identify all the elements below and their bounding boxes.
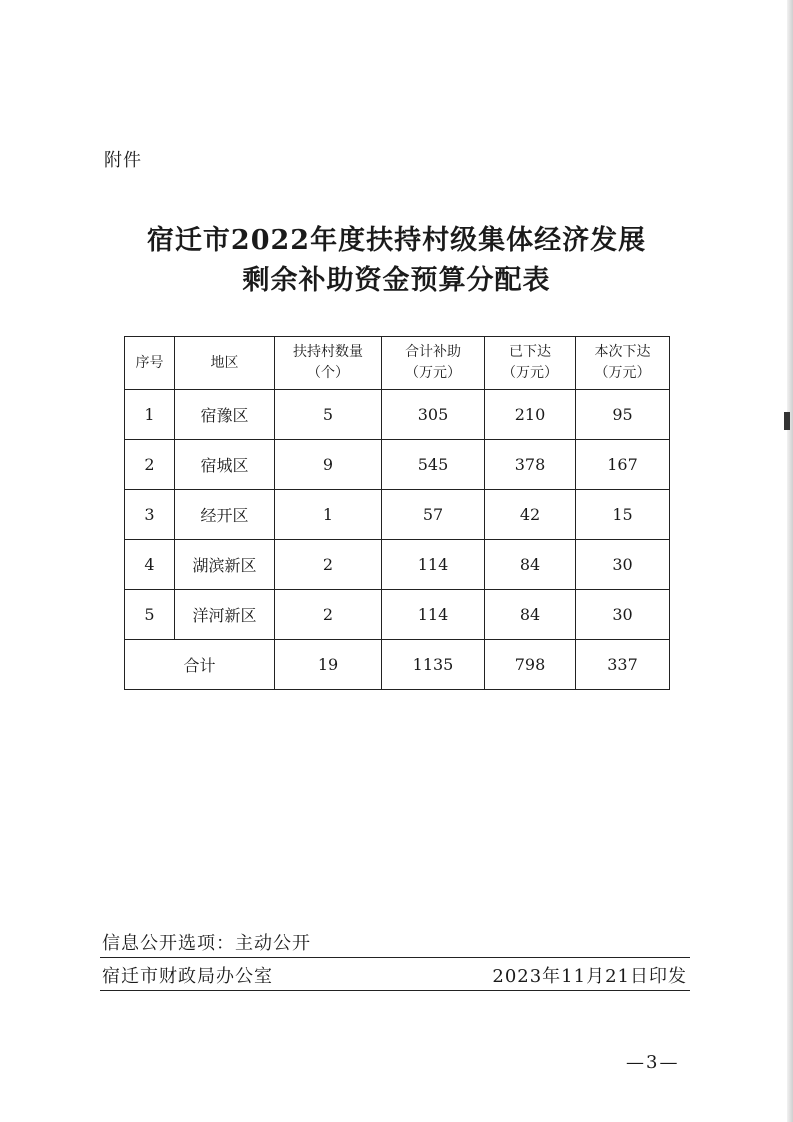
villages-cell: 5	[275, 390, 382, 440]
total-subsidy-cell: 114	[382, 540, 485, 590]
scan-edge-mark	[784, 412, 790, 430]
header-cell: 已下达 （万元）	[485, 337, 576, 390]
header-cell: 扶持村数量 （个）	[275, 337, 382, 390]
row-number: 2	[125, 440, 175, 490]
row-number: 1	[125, 390, 175, 440]
page-number: —3—	[626, 1052, 680, 1073]
total-villages-cell: 19	[275, 640, 382, 690]
region-cell: 经开区	[175, 490, 275, 540]
table-row	[125, 540, 670, 590]
issued-cell: 42	[485, 490, 576, 540]
issue-date: 2023年11月21日印发	[492, 966, 687, 987]
header-cell: 本次下达 （万元）	[576, 337, 670, 390]
region-cell: 湖滨新区	[175, 540, 275, 590]
attachment-label: 附件	[104, 150, 142, 171]
header-cell: 合计补助 （万元）	[382, 337, 485, 390]
table-header-row	[125, 337, 670, 390]
this-issue-cell: 95	[576, 390, 670, 440]
villages-cell: 2	[275, 590, 382, 640]
villages-cell: 1	[275, 490, 382, 540]
allocation-table	[124, 336, 670, 690]
issued-cell: 378	[485, 440, 576, 490]
this-issue-cell: 15	[576, 490, 670, 540]
region-cell: 洋河新区	[175, 590, 275, 640]
row-number: 5	[125, 590, 175, 640]
row-number: 4	[125, 540, 175, 590]
issued-cell: 210	[485, 390, 576, 440]
document-title-line-2: 剩余补助资金预算分配表	[242, 265, 551, 296]
total-subsidy-sum-cell: 1135	[382, 640, 485, 690]
issued-cell: 84	[485, 590, 576, 640]
footer-divider-bottom	[100, 990, 690, 991]
total-subsidy-cell: 57	[382, 490, 485, 540]
region-cell: 宿城区	[175, 440, 275, 490]
table-row	[125, 590, 670, 640]
issued-cell: 84	[485, 540, 576, 590]
this-issue-cell: 30	[576, 540, 670, 590]
region-cell: 宿豫区	[175, 390, 275, 440]
villages-cell: 9	[275, 440, 382, 490]
header-cell: 序号	[125, 337, 175, 390]
row-number: 3	[125, 490, 175, 540]
villages-cell: 2	[275, 540, 382, 590]
total-issued-cell: 798	[485, 640, 576, 690]
disclosure-option: 信息公开选项：主动公开	[102, 933, 311, 954]
table-total-row	[125, 640, 670, 690]
total-subsidy-cell: 305	[382, 390, 485, 440]
footer-divider-top	[100, 957, 690, 958]
table-row	[125, 440, 670, 490]
header-cell: 地区	[175, 337, 275, 390]
table-row	[125, 390, 670, 440]
page-edge	[787, 0, 793, 1122]
this-issue-cell: 30	[576, 590, 670, 640]
total-subsidy-cell: 545	[382, 440, 485, 490]
issuer-name: 宿迁市财政局办公室	[102, 966, 273, 987]
total-this-issue-cell: 337	[576, 640, 670, 690]
total-subsidy-cell: 114	[382, 590, 485, 640]
this-issue-cell: 167	[576, 440, 670, 490]
table-row	[125, 490, 670, 540]
total-label-cell: 合计	[125, 640, 275, 690]
document-title-line-1: 宿迁市2022年度扶持村级集体经济发展	[146, 225, 647, 256]
